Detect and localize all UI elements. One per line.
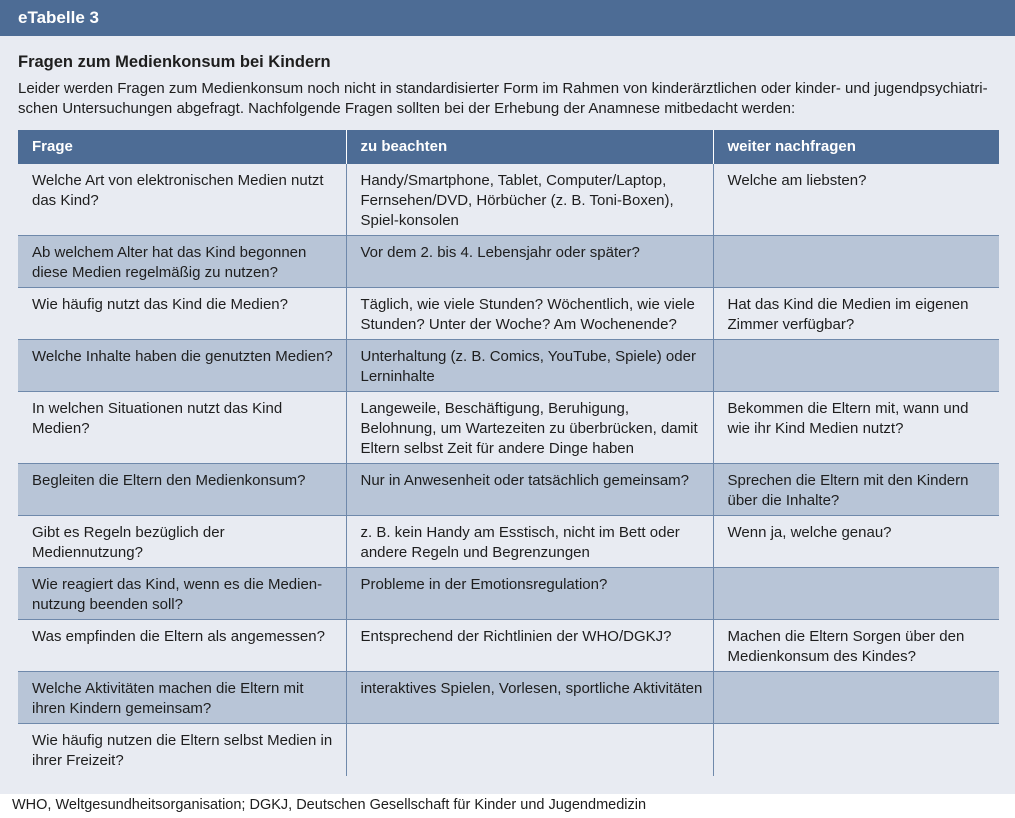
cell-frage: Was empfinden die Eltern als angemessen? [18,620,346,672]
cell-frage: Welche Aktivitäten machen die Eltern mit ihren Kindern gemeinsam? [18,672,346,724]
cell-zu-beachten: z. B. kein Handy am Esstisch, nicht im Bett oder andere Regeln und Begrenzungen [346,516,713,568]
cell-frage: Wie reagiert das Kind, wenn es die Medien-nutzung beenden soll? [18,568,346,620]
cell-weiter-nachfragen [713,236,999,288]
cell-zu-beachten: Nur in Anwesenheit oder tatsächlich gemeinsam? [346,464,713,516]
cell-zu-beachten: Täglich, wie viele Stunden? Wöchentlich, wie viele Stunden? Unter der Woche? Am Wochenende? [346,288,713,340]
cell-weiter-nachfragen [713,672,999,724]
table-row [18,516,999,568]
cell-zu-beachten: Unterhaltung (z. B. Comics, YouTube, Spiele) oder Lerninhalte [346,340,713,392]
cell-frage: Ab welchem Alter hat das Kind begonnen diese Medien regelmäßig zu nutzen? [18,236,346,288]
cell-zu-beachten: Handy/Smartphone, Tablet, Computer/Laptop, Fernsehen/DVD, Hörbücher (z. B. Toni-Boxen), Spiel-konsolen [346,164,713,236]
cell-zu-beachten: Vor dem 2. bis 4. Lebensjahr oder später? [346,236,713,288]
header-zu-beachten: zu beachten [346,130,713,164]
table-row [18,724,999,776]
table-row [18,620,999,672]
cell-weiter-nachfragen: Machen die Eltern Sorgen über den Medienkonsum des Kindes? [713,620,999,672]
cell-zu-beachten: Langeweile, Beschäftigung, Beruhigung, Belohnung, um Wartezeiten zu überbrücken, damit Eltern selbst Zeit für andere Dinge haben [346,392,713,464]
cell-frage: Welche Art von elektronischen Medien nutzt das Kind? [18,164,346,236]
table-row [18,236,999,288]
cell-weiter-nachfragen [713,724,999,776]
cell-frage: Begleiten die Eltern den Medienkonsum? [18,464,346,516]
cell-weiter-nachfragen: Bekommen die Eltern mit, wann und wie ihr Kind Medien nutzt? [713,392,999,464]
cell-frage: Gibt es Regeln bezüglich der Mediennutzung? [18,516,346,568]
intro-line-2: schen Untersuchungen abgefragt. Nachfolgende Fragen sollten bei der Erhebung der Anamnese mitbedacht werden: [18,100,796,117]
table-row [18,340,999,392]
table-title-bar: eTabelle 3 [0,0,1015,36]
cell-frage: In welchen Situationen nutzt das Kind Medien? [18,392,346,464]
intro-line-1: Leider werden Fragen zum Medienkonsum noch nicht in standardisierter Form im Rahmen von kinderärztlichen oder kinder- und jugendpsychiatri- [18,80,988,97]
cell-frage: Welche Inhalte haben die genutzten Medien? [18,340,346,392]
table-row [18,288,999,340]
table-header-row [18,130,999,164]
questions-table [18,130,999,776]
table-row [18,392,999,464]
cell-frage: Wie häufig nutzt das Kind die Medien? [18,288,346,340]
table-row [18,164,999,236]
intro-text [18,79,993,119]
cell-zu-beachten: Entsprechend der Richtlinien der WHO/DGKJ? [346,620,713,672]
cell-weiter-nachfragen [713,340,999,392]
cell-weiter-nachfragen: Welche am liebsten? [713,164,999,236]
table-row [18,568,999,620]
cell-zu-beachten: interaktives Spielen, Vorlesen, sportliche Aktivitäten [346,672,713,724]
cell-weiter-nachfragen: Wenn ja, welche genau? [713,516,999,568]
cell-weiter-nachfragen: Hat das Kind die Medien im eigenen Zimmer verfügbar? [713,288,999,340]
header-frage: Frage [18,130,346,164]
footnote: WHO, Weltgesundheitsorganisation; DGKJ, Deutschen Gesellschaft für Kinder und Jugendmedizin [12,797,647,813]
table-row [18,464,999,516]
table-row [18,672,999,724]
header-weiter-nachfragen: weiter nachfragen [713,130,999,164]
cell-weiter-nachfragen [713,568,999,620]
cell-weiter-nachfragen: Sprechen die Eltern mit den Kindern über die Inhalte? [713,464,999,516]
cell-frage: Wie häufig nutzen die Eltern selbst Medien in ihrer Freizeit? [18,724,346,776]
cell-zu-beachten [346,724,713,776]
table-heading: Fragen zum Medienkonsum bei Kindern [18,53,331,71]
cell-zu-beachten: Probleme in der Emotionsregulation? [346,568,713,620]
